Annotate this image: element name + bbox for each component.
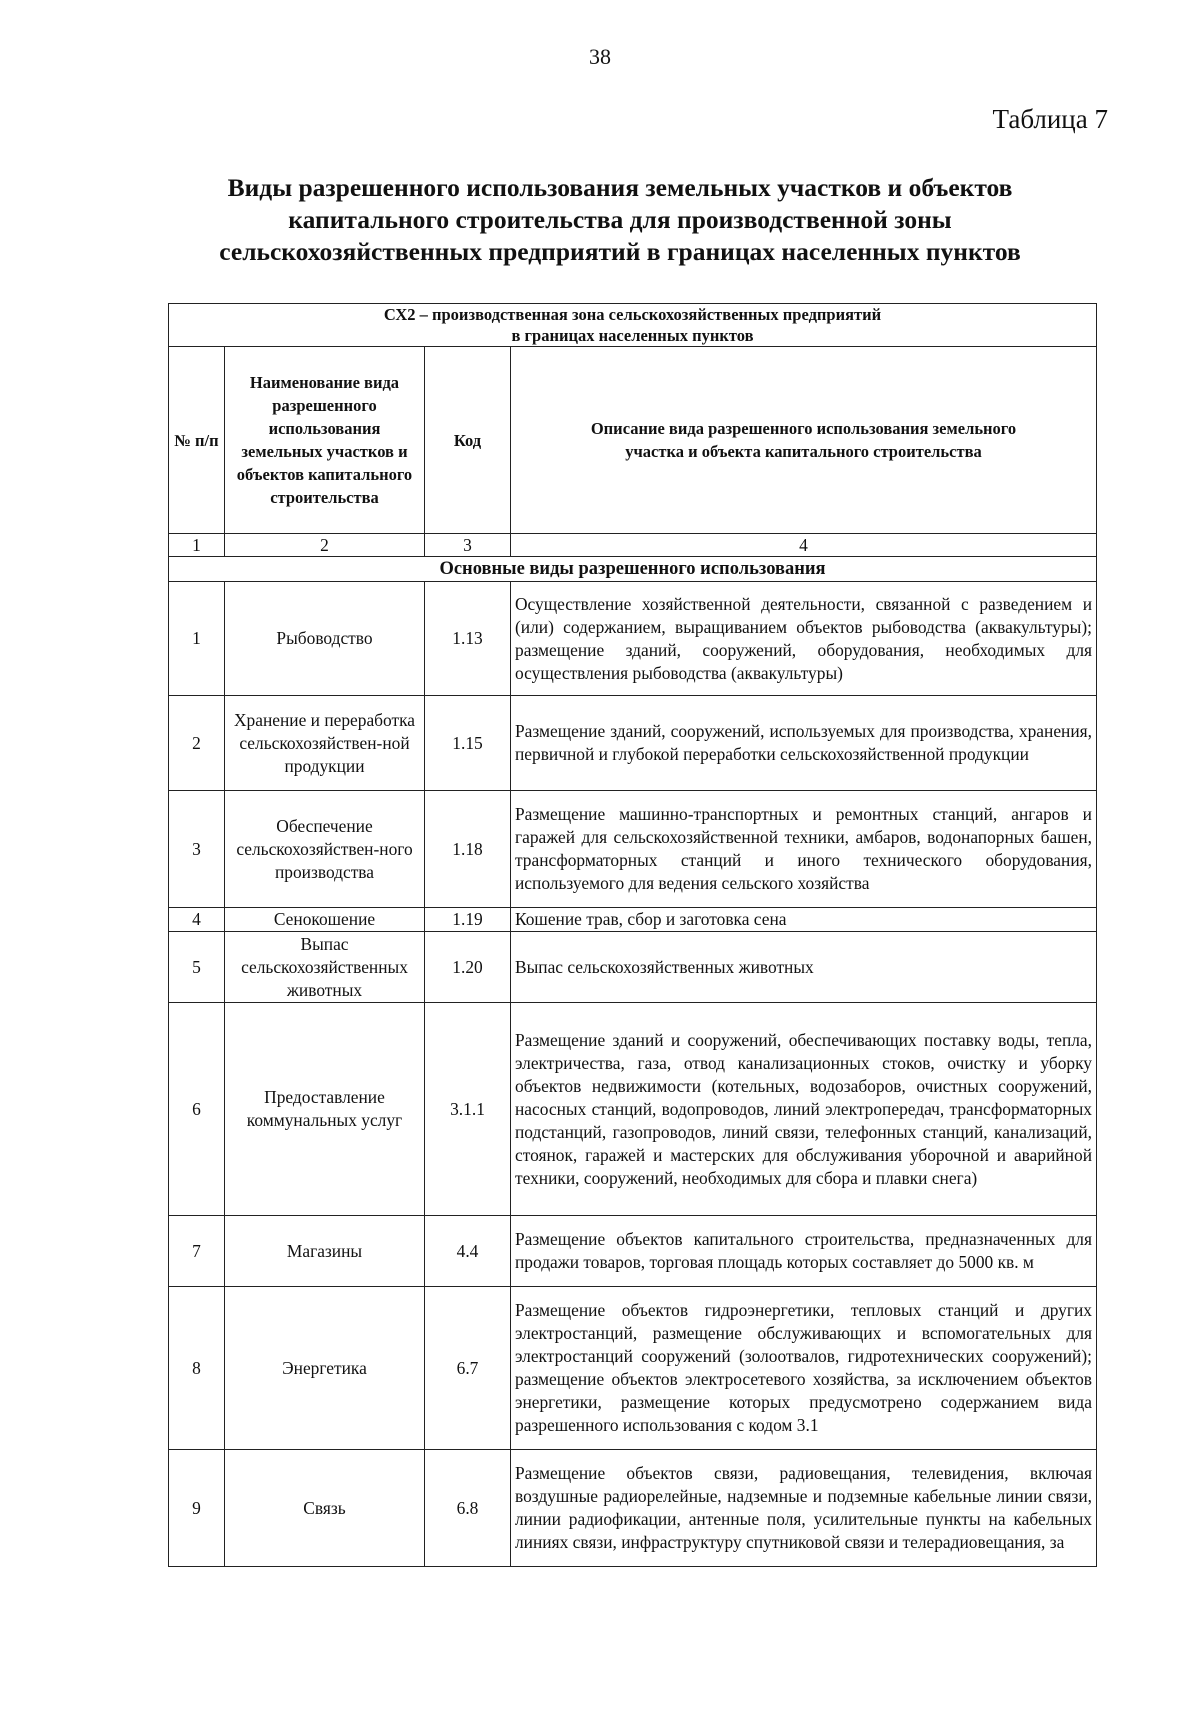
row-name: Сенокошение — [225, 908, 425, 932]
row-name: Предоставление коммунальных услуг — [225, 1003, 425, 1216]
title-line: Виды разрешенного использования земельных участков и объектов — [227, 173, 1013, 202]
row-name: Выпас сельскохозяйственных животных — [225, 932, 425, 1003]
column-number: 4 — [511, 534, 1097, 557]
row-name: Хранение и переработка сельскохозяйствен-ной продукции — [225, 696, 425, 791]
row-name: Рыбоводство — [225, 582, 425, 696]
row-name: Связь — [225, 1450, 425, 1567]
header-code: Код — [425, 347, 511, 534]
row-description: Размещение зданий и сооружений, обеспечивающих поставку воды, тепла, электричества, газа, отвод канализационных стоков, очистку и уборку объектов недвижимости (котельных, водозаборов, очистных сооружений, насосных станций, водопроводов, линий электропередач, трансформаторных подстанций, газопроводов, линий связи, телефонных станций, канализаций, стоянок, гаражей и мастерских для обслуживания уборочной и аварийной техники, сооружений, необходимых для сбора и плавки снега) — [511, 1003, 1097, 1216]
row-code: 1.19 — [425, 908, 511, 932]
section-title: Основные виды разрешенного использования — [169, 557, 1097, 582]
column-number-row — [169, 534, 1097, 557]
row-number: 7 — [169, 1216, 225, 1287]
table-row — [169, 908, 1097, 932]
zone-heading — [169, 304, 1097, 347]
table-row — [169, 696, 1097, 791]
row-code: 3.1.1 — [425, 1003, 511, 1216]
table-row — [169, 791, 1097, 908]
table-label: Таблица 7 — [992, 104, 1108, 134]
row-number: 6 — [169, 1003, 225, 1216]
row-code: 6.7 — [425, 1287, 511, 1450]
row-code: 1.15 — [425, 696, 511, 791]
column-header-row — [169, 347, 1097, 534]
row-description: Кошение трав, сбор и заготовка сена — [511, 908, 1097, 932]
row-description: Размещение объектов связи, радиовещания, телевидения, включая воздушные радиорелейные, надземные и подземные кабельные линии связи, линии радиофикации, антенные поля, усилительные пункты на кабельных линиях связи, инфраструктуру спутниковой связи и телерадиовещания, за — [511, 1450, 1097, 1567]
row-number: 8 — [169, 1287, 225, 1450]
zone-heading-line: в границах населенных пунктов — [511, 326, 754, 345]
row-number: 5 — [169, 932, 225, 1003]
zone-heading-line: СХ2 – производственная зона сельскохозяйственных предприятий — [383, 305, 882, 324]
row-code: 6.8 — [425, 1450, 511, 1567]
row-number: 1 — [169, 582, 225, 696]
zone-heading-row — [169, 304, 1097, 347]
table-row — [169, 1003, 1097, 1216]
title-line: сельскохозяйственных предприятий в границах населенных пунктов — [219, 237, 1021, 266]
row-number: 9 — [169, 1450, 225, 1567]
header-name: Наименование вида разрешенного использования земельных участков и объектов капитального строительства — [225, 347, 425, 534]
table-row — [169, 582, 1097, 696]
column-number: 3 — [425, 534, 511, 557]
row-code: 1.20 — [425, 932, 511, 1003]
row-description: Размещение объектов гидроэнергетики, тепловых станций и других электростанций, размещение обслуживающих и вспомогательных для электростанций сооружений (золоотвалов, гидротехнических сооружений); размещение объектов электросетевого хозяйства, за исключением объектов энергетики, размещение которых предусмотрено содержанием вида разрешенного использования с кодом 3.1 — [511, 1287, 1097, 1450]
row-name: Магазины — [225, 1216, 425, 1287]
column-number: 2 — [225, 534, 425, 557]
row-description: Размещение зданий, сооружений, используемых для производства, хранения, первичной и глубокой переработки сельскохозяйственной продукции — [511, 696, 1097, 791]
land-use-table — [168, 303, 1097, 1567]
section-row — [169, 557, 1097, 582]
table-row — [169, 1450, 1097, 1567]
title-line: капитального строительства для производственной зоны — [288, 205, 952, 234]
row-number: 4 — [169, 908, 225, 932]
row-code: 4.4 — [425, 1216, 511, 1287]
document-title — [150, 172, 1090, 268]
table-row — [169, 1216, 1097, 1287]
row-code: 1.13 — [425, 582, 511, 696]
column-number: 1 — [169, 534, 225, 557]
row-name: Обеспечение сельскохозяйствен-ного производства — [225, 791, 425, 908]
row-name: Энергетика — [225, 1287, 425, 1450]
row-description: Выпас сельскохозяйственных животных — [511, 932, 1097, 1003]
row-description: Осуществление хозяйственной деятельности, связанной с разведением и (или) содержанием, выращиванием объектов рыбоводства (аквакультуры); размещение зданий, сооружений, оборудования, необходимых для осуществления рыбоводства (аквакультуры) — [511, 582, 1097, 696]
row-description: Размещение машинно-транспортных и ремонтных станций, ангаров и гаражей для сельскохозяйственной техники, амбаров, водонапорных башен, трансформаторных станций и иного технического оборудования, используемого для ведения сельского хозяйства — [511, 791, 1097, 908]
row-number: 3 — [169, 791, 225, 908]
page-number: 38 — [589, 44, 611, 69]
table-row — [169, 1287, 1097, 1450]
row-number: 2 — [169, 696, 225, 791]
row-code: 1.18 — [425, 791, 511, 908]
header-desc: Описание вида разрешенного использования земельного участка и объекта капитального строительства — [511, 347, 1097, 534]
table-row — [169, 932, 1097, 1003]
row-description: Размещение объектов капитального строительства, предназначенных для продажи товаров, торговая площадь которых составляет до 5000 кв. м — [511, 1216, 1097, 1287]
header-num: № п/п — [169, 347, 225, 534]
